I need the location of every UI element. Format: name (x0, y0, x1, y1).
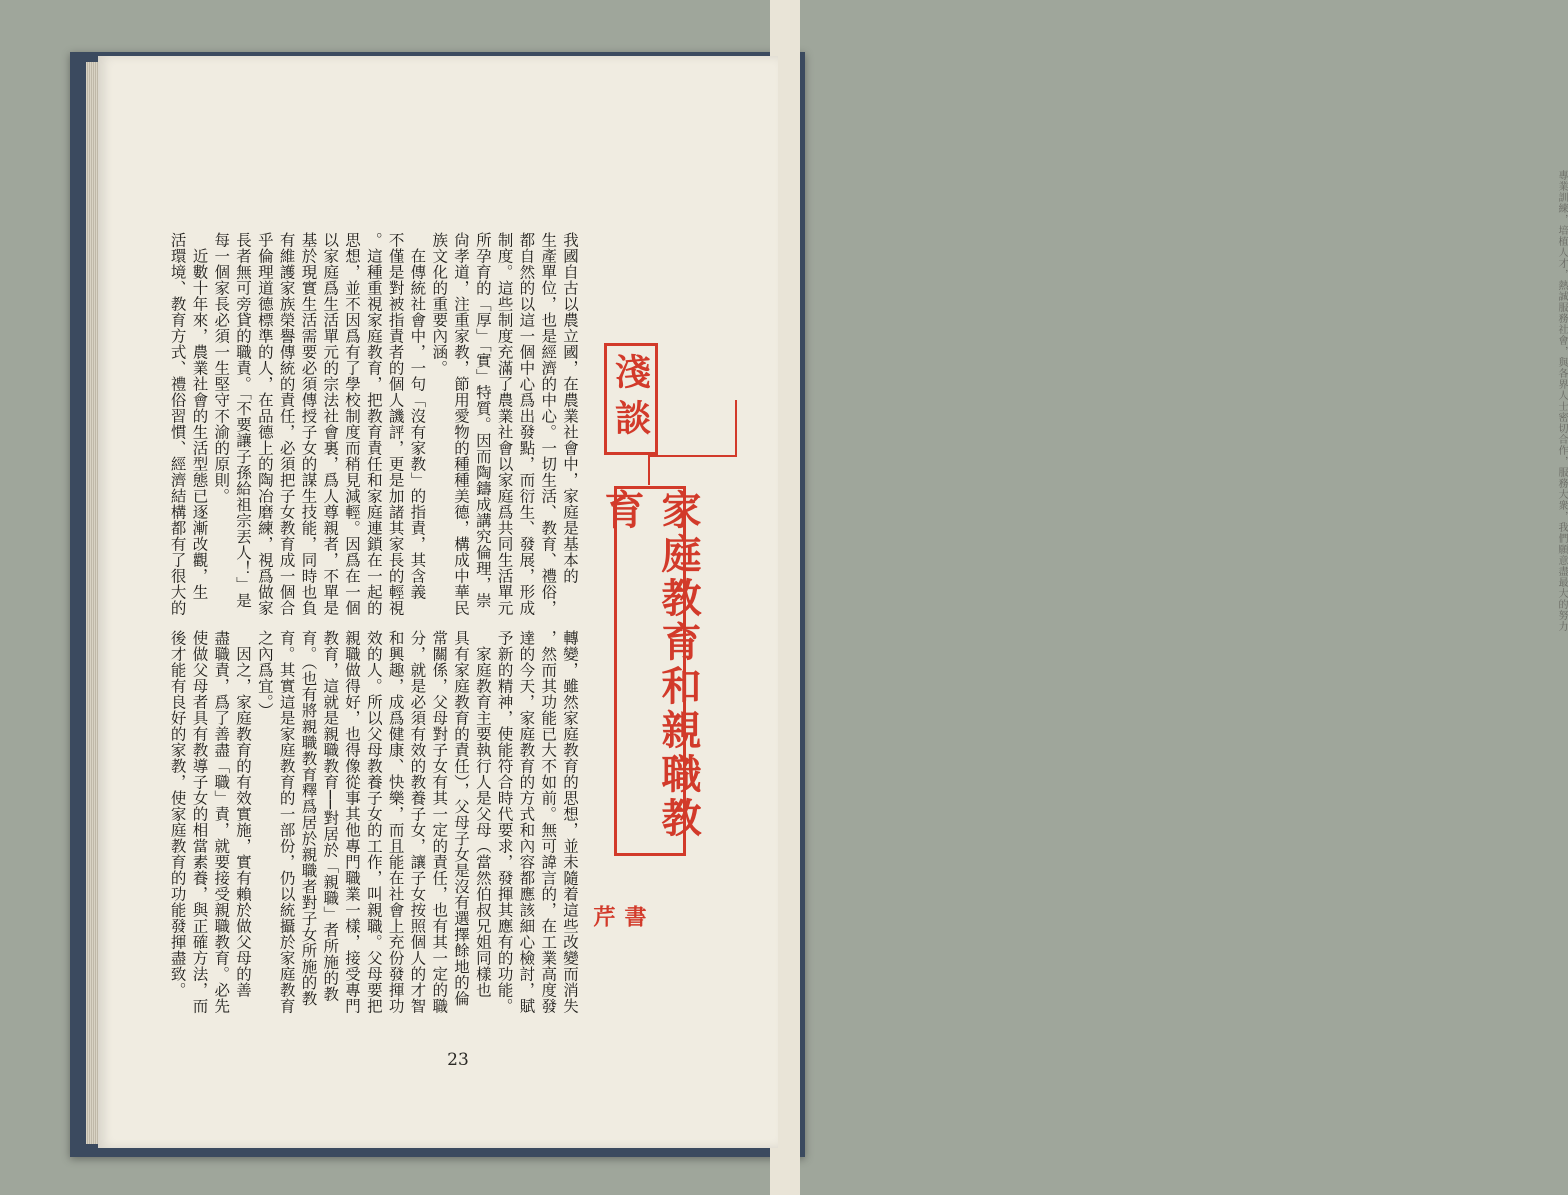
article-title: 家庭教育和親職教育 (614, 486, 686, 856)
text-column: 家庭教育主要執行人是父母（當然伯叔兄姐同樣也 (473, 630, 492, 998)
text-column: 親職做得好，也得像從事其他專門職業一樣，接受專門 (343, 630, 362, 1014)
text-column: ，然而其功能已大不如前。無可諱言的，在工業高度發 (539, 630, 558, 1014)
text-column: 在傳統社會中，一句「沒有家教」的指責，其含義 (408, 232, 427, 600)
text-column: 之內爲宜。） (255, 630, 274, 719)
text-column: 活環境、教育方式、禮俗習慣、經濟結構都有了很大的 (168, 232, 187, 616)
text-column: 予新的精神，使能符合時代要求，發揮其應有的功能。 (495, 630, 514, 1014)
text-column: 每一個家長必須一生堅守不渝的原則。 (212, 232, 231, 504)
article-bottom-block (160, 630, 580, 1014)
text-column: 基於現實生活需要必須傳授子女的謀生技能，同時也負 (299, 232, 318, 616)
text-column: 制度。這些制度充滿了農業社會以家庭爲共同生活單元 (495, 232, 514, 616)
text-column: 近數十年來，農業社會的生活型態已逐漸改觀，生 (190, 232, 209, 600)
connector-line (648, 455, 650, 485)
connector-line (648, 455, 736, 457)
text-column: 以家庭爲生活單元的宗法社會裏，爲人尊親者，不單是 (321, 232, 340, 616)
text-column: 後才能有良好的家教，使家庭教育的功能發揮盡致。 (168, 630, 187, 998)
text-column: 。這種重視家庭教育，把教育責任和家庭連鎖在一起的 (364, 232, 383, 616)
text-column: 使做父母者具有教導子女的相當素養，與正確方法，而 (190, 630, 209, 1014)
text-column: 轉變，雖然家庭教育的思想，並未隨着這些改變而消失 (561, 630, 579, 1014)
text-column: 常關係，父母對子女有其一定的責任，也有其一定的職 (430, 630, 449, 1014)
text-column: 育。其實這是家庭教育的一部份，仍以統攝於家庭教育 (277, 630, 296, 1014)
column-tag: 淺談 (604, 343, 658, 455)
text-column: 不僅是對被指責者的個人譏評，更是加諸其家長的輕視 (386, 232, 405, 616)
text-column: 都自然的以這一個中心爲出發點，而衍生、發展，形成 (517, 232, 536, 616)
text-column: 思想，並不因爲有了學校制度而稍見減輕。因爲在一個 (343, 232, 362, 616)
text-column: 有維護家族榮譽傳統的責任，必須把子女教育成一個合 (277, 232, 296, 616)
text-column: 族文化的重要內涵。 (430, 232, 449, 376)
text-column: 達的今天，家庭教育的方式和內容都應該細心檢討，賦 (517, 630, 536, 1014)
text-column: 效的人。所以父母教養子女的工作，叫親職。父母要把 (364, 630, 383, 1014)
adjacent-page-text: 專業訓練，培植人才，熱誠服務社會，與各界人士密切合作，服務大衆，我們願意盡最大的努力 (1556, 170, 1567, 632)
text-column: 育。（也有將親職教育釋爲居於親職者對子女所施的教 (299, 630, 318, 1007)
text-column: 盡職責，爲了善盡「職」責，就要接受親職教育。必先 (212, 630, 231, 1014)
text-column: 生產單位，也是經濟的中心。一切生活、教育、禮俗， (539, 232, 558, 616)
text-column: 教育，這就是親職教育──對居於「親職」者所施的教 (321, 630, 340, 1002)
text-column: 我國自古以農立國，在農業社會中，家庭是基本的 (561, 232, 579, 584)
text-column: 乎倫理道德標準的人，在品德上的陶冶磨練，視爲做家 (255, 232, 274, 616)
text-column: 具有家庭教育的責任），父母子女是沒有選擇餘地的倫 (452, 630, 471, 1007)
author-name: 書 芹 (590, 905, 647, 941)
text-column: 因之，家庭教育的有效實施，實有賴於做父母的善 (234, 630, 253, 998)
text-column: 尙孝道，注重家教，節用愛物的種種美德，構成中華民 (452, 232, 471, 616)
connector-line (735, 400, 737, 457)
page-number: 23 (447, 1050, 469, 1070)
text-column: 分，就是必須有效的教養子女，讓子女按照個人的才智 (408, 630, 427, 1014)
text-column: 所孕育的「厚」「實」特質。因而陶鑄成講究倫理，崇 (473, 232, 492, 609)
article-top-block (160, 232, 580, 622)
text-column: 長者無可旁貸的職責。「不要讓子孫給祖宗丟人！」是 (234, 232, 253, 609)
text-column: 和興趣，成爲健康、快樂，而且能在社會上充份發揮功 (386, 630, 405, 1014)
